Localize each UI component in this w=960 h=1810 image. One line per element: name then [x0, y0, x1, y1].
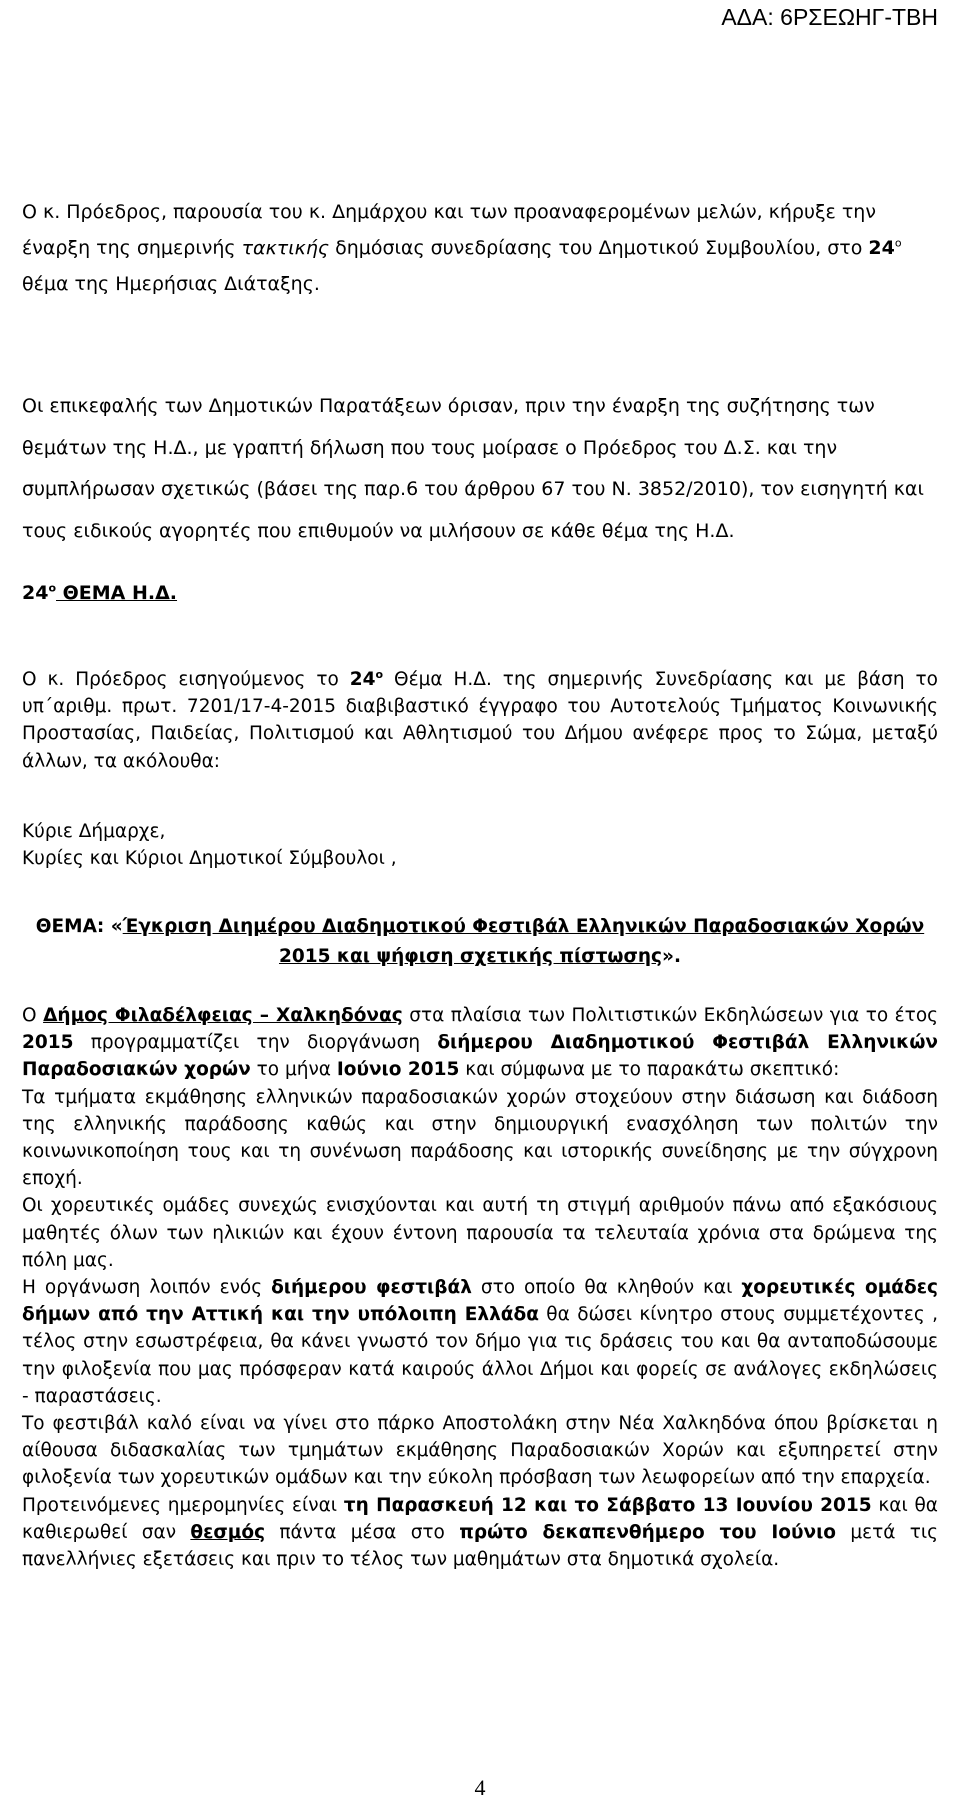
rapporteurs-paragraph: Οι επικεφαλής των Δημοτικών Παρατάξεων όρισαν, πριν την έναρξη της συζήτησης των θεμάτων της Η.Δ., με γραπτή δήλωση που τους μοίρασε ο Πρόεδρος του Δ.Σ. και την συμπλήρωσαν σχετικώς (βάσει της παρ.6 του άρθρου 67 του Ν. 3852/2010), τον εισηγητή και τους ειδικούς αγορητές που επιθυμούν να μιλήσουν σε κάθε θέμα της Η.Δ. [22, 395, 924, 542]
institution-word: θεσμός [190, 1521, 266, 1543]
salutation-line-2: Κυρίες και Κύριοι Δημοτικοί Σύμβουλοι , [22, 848, 397, 870]
body-text: προγραμματίζει την διοργάνωση [73, 1032, 438, 1054]
body-paragraph-5: Το φεστιβάλ καλό είναι να γίνει στο πάρκο Αποστολάκη στην Νέα Χαλκηδόνα όπου βρίσκεται η αίθουσα διδασκαλίας των τμημάτων εκμάθησης Παραδοσιακών Χορών και εξυπηρετεί στην φιλοξενία των χορευτικών ομάδων και την εύκολη πρόσβαση των λεωφορείων από την επαρχεία. [22, 1413, 938, 1489]
page-number: 4 [474, 1775, 486, 1800]
intro-number: 24 [349, 669, 376, 690]
subject-close: ». [662, 946, 682, 967]
body-text: Η οργάνωση λοιπόν ενός [22, 1277, 272, 1299]
heading-number: 24 [22, 582, 49, 604]
subject-title [22, 912, 938, 972]
salutation-line-1: Κύριε Δήμαρχε, [22, 821, 166, 842]
heading-sup: ο [48, 581, 57, 595]
year: 2015 [22, 1032, 74, 1054]
main-body [22, 1002, 938, 1573]
body-text: μετά τις πανελλήνιες εξετάσεις και πριν το τέλος των μαθημάτων στα δημοτικά σχολεία. [22, 1521, 938, 1571]
opening-text-2: δημόσιας συνεδρίασης του Δημοτικού Συμβουλίου, στο [329, 237, 869, 259]
municipality-name: Δήμος Φιλαδέλφειας – Χαλκηδόνας [43, 1005, 403, 1026]
heading-text: ΘΕΜΑ Η.Δ. [56, 582, 178, 604]
dates: τη Παρασκευή 12 και το Σάββατο 13 Ιουνίου 2015 [343, 1494, 872, 1516]
body-text: και σύμφωνα με το παρακάτω σκεπτικό: [459, 1059, 840, 1081]
body-text: το μήνα [250, 1059, 337, 1081]
intro-paragraph [22, 666, 938, 775]
body-text: στα πλαίσια των Πολιτιστικών Εκδηλώσεων για το έτος [402, 1005, 938, 1026]
month-year: Ιούνιο 2015 [336, 1059, 460, 1081]
opening-text: Ο κ. Πρόεδρος, παρουσία του κ. Δημάρχου και των προαναφερομένων μελών, κήρυξε την έναρξη της σημερινής [22, 201, 876, 259]
body-paragraph-6 [22, 1492, 938, 1574]
session-type: τακτικής [241, 237, 330, 259]
body-paragraph-4 [22, 1274, 938, 1410]
subject-label: ΘΕΜΑ: « [35, 916, 123, 937]
intro-text: Ο κ. Πρόεδρος εισηγούμενος το [22, 669, 350, 690]
body-paragraph-1 [22, 1002, 938, 1084]
salutation [22, 818, 938, 872]
body-text: θα δώσει κίνητρο στους συμμετέχοντες , τέλος στην εσωστρέφεια, θα κάνει γνωστό τον δήμο για τις δράσεις του και θα ανταποδώσουμε την φιλοξενία που μας πρόσφεραν κατά καιρούς άλλοι Δήμοι και φορείς σε ανάλογες εκδηλώσεις - παραστάσεις. [22, 1304, 938, 1407]
intro-text-2: Θέμα Η.Δ. της σημερινής Συνεδρίασης και με βάση το υπ΄αριθμ. πρωτ. 7201/17-4-2015 διαβιβαστικό έγγραφο του Αυτοτελούς Τμήματος Κοινωνικής Προστασίας, Παιδείας, Πολιτισμού και Αθλητισμού του Δήμου ανέφερε προς το Σώμα, μεταξύ άλλων, τα ακόλουθα: [22, 669, 938, 772]
item-heading [22, 582, 177, 604]
festival-name: διήμερου Διαδημοτικού Φεστιβάλ Ελληνικών Παραδοσιακών χορών [22, 1032, 939, 1081]
body-text: πάντα μέσα στο [265, 1521, 460, 1543]
body-text: και θα καθιερωθεί σαν [22, 1494, 938, 1543]
ordinal-sup: ο [894, 236, 902, 250]
emphasis: διήμερου φεστιβάλ [271, 1277, 472, 1299]
body-text: στο οποίο θα κληθούν και [471, 1277, 742, 1299]
body-paragraph-2: Τα τμήματα εκμάθησης ελληνικών παραδοσιακών χορών στοχεύουν στην διάσωση και διάδοση της ελληνικής παράδοσης καθώς και στην δημιουργική ενασχόληση των πολιτών την κοινωνικοποίηση τους και τη συνένωση παράδοσης και ιστορικής συνείδησης με την σύγχρονη εποχή. [22, 1086, 938, 1190]
opening-paragraph [22, 194, 942, 302]
subject-text: Έγκριση Διημέρου Διαδημοτικού Φεστιβάλ Ελληνικών Παραδοσιακών Χορών 2015 και ψήφιση σχετικής πίστωσης [122, 916, 925, 967]
body-text: Προτεινόμενες ημερομηνίες είναι [22, 1494, 344, 1516]
ada-code: ΑΔΑ: 6ΡΣΕΩΗΓ-ΤΒΗ [721, 4, 938, 30]
intro-sup: ο [375, 667, 384, 681]
emphasis: χορευτικές ομάδες δήμων από την Αττική και την υπόλοιπη Ελλάδα [22, 1277, 938, 1326]
item-number: 24 [868, 237, 895, 259]
opening-text-3: θέμα της Ημερήσιας Διάταξης. [22, 273, 320, 295]
emphasis: πρώτο δεκαπενθήμερο του Ιούνιο [459, 1521, 837, 1543]
body-text: Ο [22, 1005, 44, 1026]
body-paragraph-3: Οι χορευτικές ομάδες συνεχώς ενισχύονται και αυτή τη στιγμή αριθμούν πάνω από εξακόσιους μαθητές όλων των ηλικιών και έχουν έντονη παρουσία τα τελευταία χρόνια στα δρώμενα της πόλη μας. [22, 1195, 938, 1271]
